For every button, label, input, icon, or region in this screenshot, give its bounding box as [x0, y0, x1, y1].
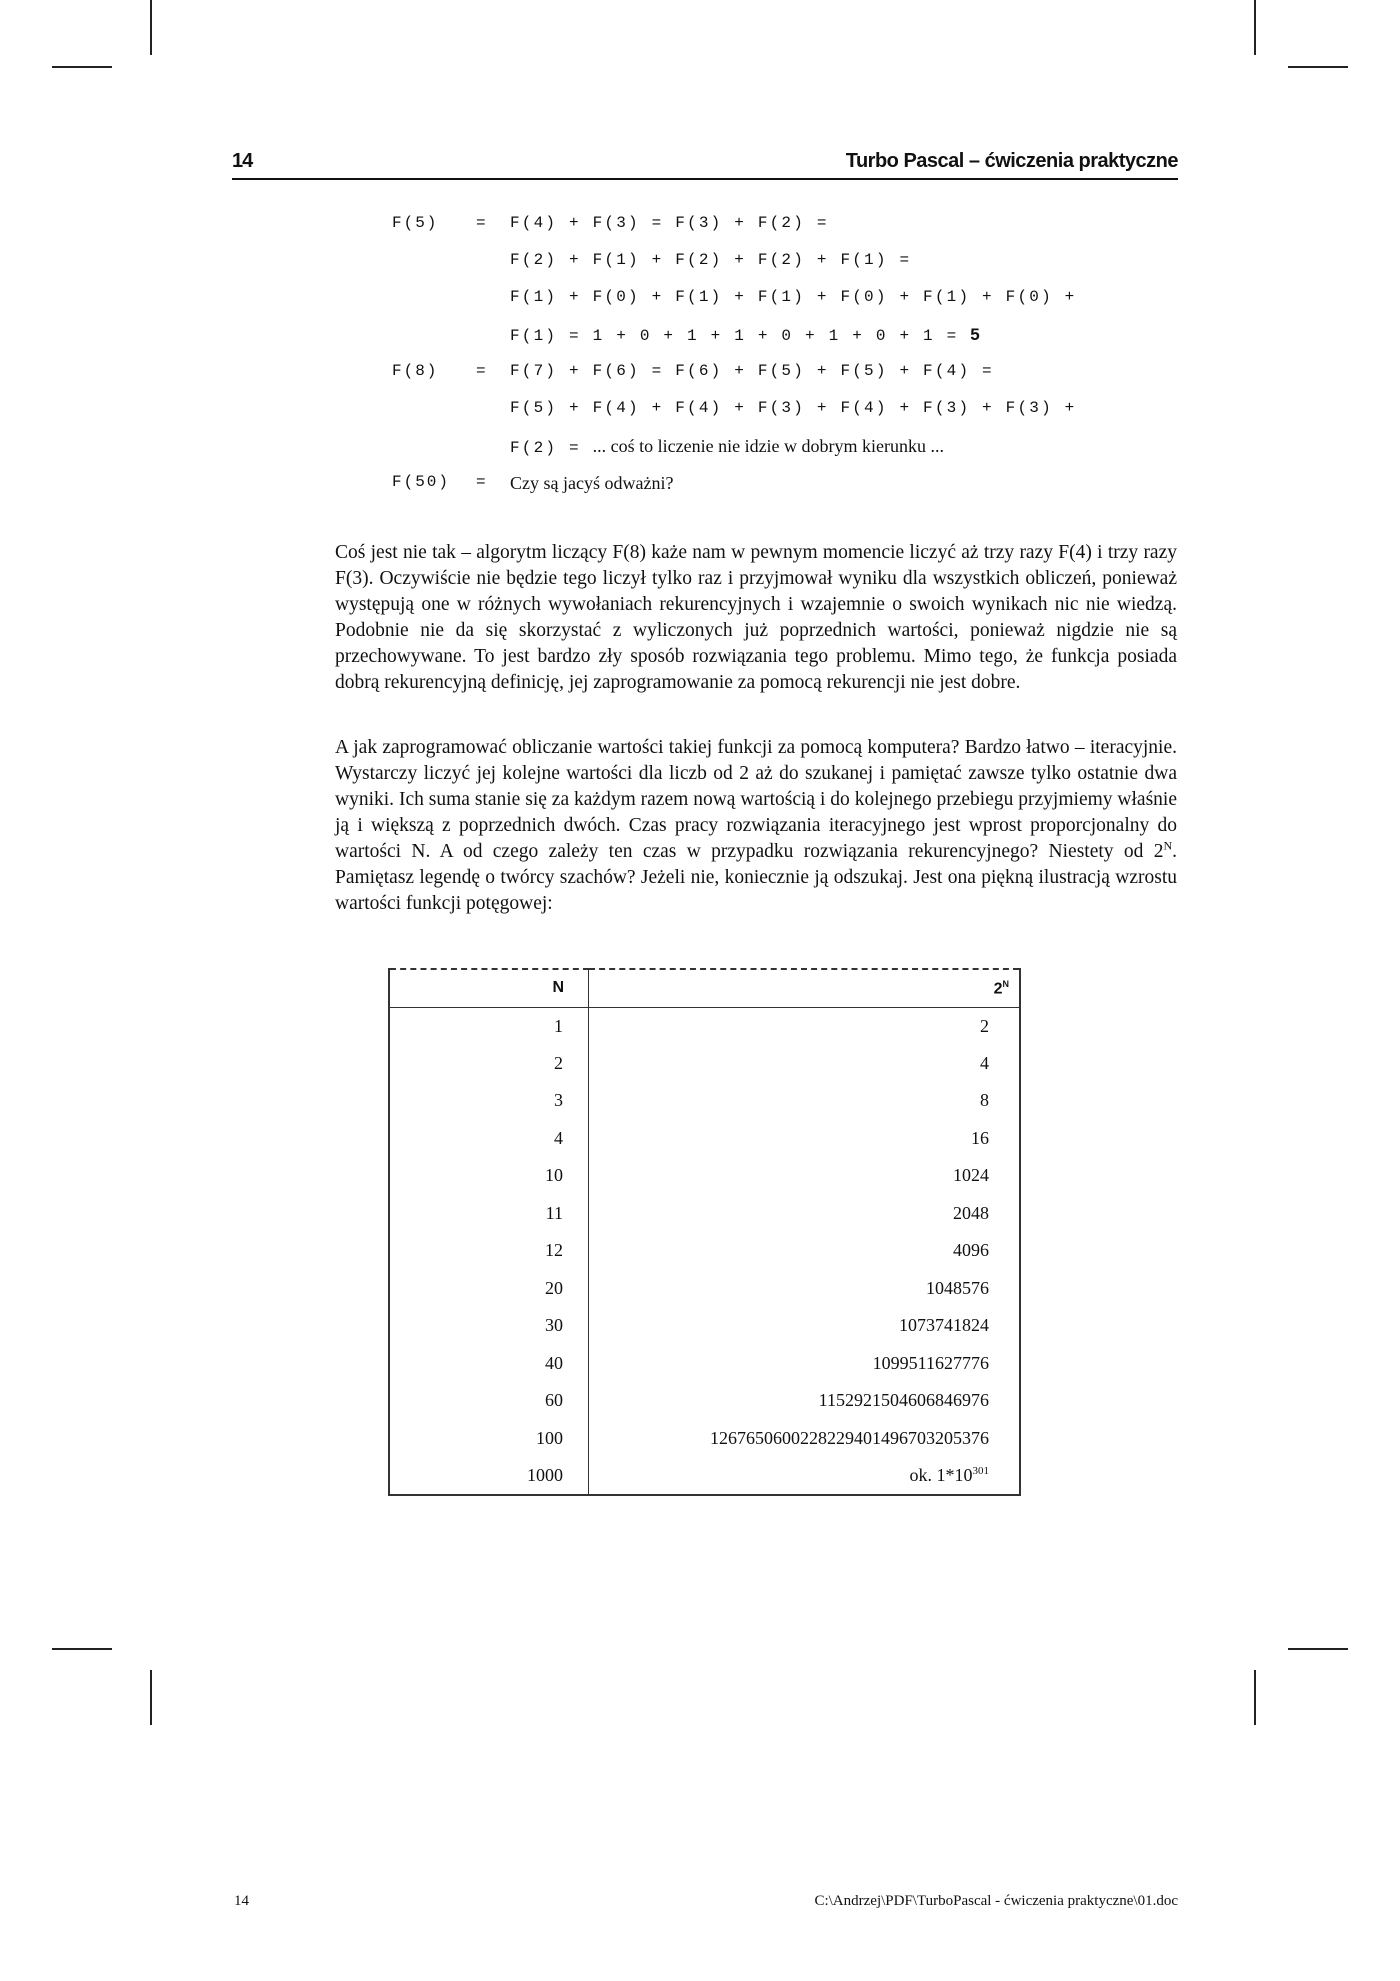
cell-n: 12: [389, 1232, 589, 1270]
cell-value-text: 1073741824: [899, 1315, 989, 1336]
equation-lhs: F(8): [392, 362, 439, 380]
cell-value: [589, 1082, 1021, 1120]
cell-value: [589, 1157, 1021, 1195]
table-row: [389, 1082, 1020, 1120]
column-header-power: [589, 969, 1021, 1007]
cell-n: 11: [389, 1195, 589, 1233]
equation-comment: Czy są jacyś odważni?: [510, 473, 674, 493]
superscript: N: [1163, 838, 1173, 853]
cell-value: [589, 1232, 1021, 1270]
footer-file-path: C:\Andrzej\PDF\TurboPascal - ćwiczenia praktyczne\01.doc: [814, 1893, 1178, 1909]
cell-n: 100: [389, 1420, 589, 1458]
crop-mark: [150, 0, 152, 55]
cell-value-text: 1152921504606846976: [818, 1390, 989, 1411]
column-header-n: N: [389, 969, 589, 1007]
equation-line: [392, 436, 1192, 473]
cell-n: 3: [389, 1082, 589, 1120]
cell-value: [589, 1195, 1021, 1233]
cell-value-text: 2048: [953, 1202, 989, 1223]
page-header: [232, 150, 1178, 180]
fibonacci-equations: [392, 214, 1192, 510]
paragraph-2: [335, 735, 1177, 917]
equation-expression: F(2) =: [510, 439, 593, 457]
equation-expression: F(5) + F(4) + F(4) + F(3) + F(4) + F(3) + F(3) +: [510, 399, 1077, 417]
equation-line: [392, 251, 1192, 288]
cell-value: [589, 1345, 1021, 1383]
column-header-base: 2: [993, 979, 1003, 997]
cell-n: 40: [389, 1345, 589, 1383]
crop-mark: [1288, 1648, 1348, 1650]
cell-n: 2: [389, 1045, 589, 1083]
equation-expression: F(7) + F(6) = F(6) + F(5) + F(5) + F(4) =: [510, 362, 994, 380]
cell-value-text: 16: [971, 1127, 989, 1148]
cell-n: 60: [389, 1382, 589, 1420]
cell-n: 4: [389, 1120, 589, 1158]
table-row: [389, 1120, 1020, 1158]
equation-expression: F(1) = 1 + 0 + 1 + 1 + 0 + 1 + 0 + 1 =: [510, 327, 971, 345]
cell-value-text: 4096: [953, 1240, 989, 1261]
column-header-exponent: N: [1002, 978, 1009, 989]
equation-line: [392, 473, 1192, 510]
table-row: [389, 1232, 1020, 1270]
equation-lhs: F(5): [392, 214, 439, 232]
table-row: [389, 1420, 1020, 1458]
equation-line: [392, 288, 1192, 325]
table-row: [389, 1382, 1020, 1420]
equation-rhs: [510, 362, 994, 380]
cell-value-text: 4: [980, 1052, 989, 1073]
equation-lhs: F(50): [392, 473, 451, 491]
cell-value-text: 1099511627776: [872, 1352, 989, 1373]
equation-expression: F(2) + F(1) + F(2) + F(2) + F(1) =: [510, 251, 912, 269]
equation-rhs: [510, 436, 944, 457]
table-header-row: [389, 969, 1020, 1007]
crop-mark: [52, 66, 112, 68]
cell-value: [589, 1307, 1021, 1345]
crop-mark: [1288, 66, 1348, 68]
crop-mark: [150, 1670, 152, 1725]
cell-value-text: 2: [980, 1015, 989, 1036]
equation-rhs: [510, 251, 911, 269]
equation-expression: F(1) + F(0) + F(1) + F(1) + F(0) + F(1) + F(0) +: [510, 288, 1077, 306]
crop-mark: [52, 1648, 112, 1650]
equation-rhs: [510, 214, 829, 232]
cell-value-text: 8: [980, 1090, 989, 1111]
cell-n: 30: [389, 1307, 589, 1345]
table-row: [389, 1045, 1020, 1083]
equation-operator: =: [476, 473, 486, 491]
equation-rhs: [510, 288, 1076, 306]
table-row: [389, 1270, 1020, 1308]
table-row: [389, 1195, 1020, 1233]
equation-operator: =: [476, 362, 486, 380]
cell-value-exponent: 301: [972, 1464, 989, 1477]
cell-value: [589, 1420, 1021, 1458]
header-page-number: 14: [232, 150, 253, 172]
cell-value-text: 1048576: [926, 1277, 989, 1298]
cell-n: 20: [389, 1270, 589, 1308]
equation-result: 5: [970, 325, 980, 344]
cell-n: 10: [389, 1157, 589, 1195]
cell-value: [589, 1382, 1021, 1420]
paragraph-2-text: A jak zaprogramować obliczanie wartości takiej funkcji za pomocą komputera? Bardzo łatwo – iteracyjnie. Wystarczy liczyć jej kolejne wartości dla liczb od 2 aż do szukanej i pamiętać zawsze tylko ostatnie dwa wyniki. Ich suma stanie się za każdym razem nową wartością i do kolejnego przebiegu przyjmiemy właśnie ją i większą z poprzednich dwóch. Czas pracy rozwiązania iteracyjnego jest wprost proporcjonalny do wartości N. A od czego zależy ten czas w przypadku rozwiązania rekurencyjnego? Niestety od 2: [335, 737, 1177, 862]
cell-value: [589, 1270, 1021, 1308]
equation-operator: =: [476, 214, 486, 232]
equation-expression: F(4) + F(3) = F(3) + F(2) =: [510, 214, 829, 232]
crop-mark: [1254, 1670, 1256, 1725]
equation-line: [392, 399, 1192, 436]
footer-page-number: 14: [234, 1893, 249, 1909]
cell-value: [589, 1457, 1021, 1495]
crop-mark: [1254, 0, 1256, 55]
header-title: Turbo Pascal – ćwiczenia praktyczne: [845, 150, 1178, 172]
equation-rhs: [510, 325, 980, 345]
equation-line: [392, 214, 1192, 251]
paragraph-2-text-cont: . Pamiętasz legendę o twórcy szachów? Jeżeli nie, koniecznie ją odszukaj. Jest ona piękną ilustracją wzrostu wartości funkcji potęgowej:: [335, 841, 1177, 914]
equation-line: [392, 325, 1192, 362]
equation-rhs: [510, 399, 1076, 417]
equation-line: [392, 362, 1192, 399]
powers-of-two-table: [388, 968, 1021, 1496]
equation-comment: ... coś to liczenie nie idzie w dobrym kierunku ...: [592, 436, 945, 456]
cell-value: [589, 1120, 1021, 1158]
equation-rhs: [510, 473, 673, 494]
cell-value-text: 1024: [953, 1165, 989, 1186]
table-row: [389, 1345, 1020, 1383]
cell-value-text: ok. 1*10: [909, 1464, 973, 1485]
cell-value: [589, 1045, 1021, 1083]
table-row: [389, 1457, 1020, 1495]
cell-n: 1: [389, 1007, 589, 1045]
cell-value-text: 1267650600228229401496703205376: [710, 1427, 989, 1448]
cell-n: 1000: [389, 1457, 589, 1495]
paragraph-1: Coś jest nie tak – algorytm liczący F(8) każe nam w pewnym momencie liczyć aż trzy razy F(4) i trzy razy F(3). Oczywiście nie będzie tego liczył tylko raz i przyjmował wyniku dla wszystkich obliczeń, ponieważ występują one w różnych wywołaniach rekurencyjnych i wzajemnie o swoich wynikach nic nie wiedzą. Podobnie nie da się skorzystać z wyliczonych już poprzednich wartości, ponieważ nigdzie nie są przechowywane. To jest bardzo zły sposób rozwiązania tego problemu. Mimo tego, że funkcja posiada dobrą rekurencyjną definicję, jej zaprogramowanie za pomocą rekurencji nie jest dobre.: [335, 542, 1177, 693]
table-row: [389, 1157, 1020, 1195]
cell-value: [589, 1007, 1021, 1045]
table-row: [389, 1307, 1020, 1345]
table-row: [389, 1007, 1020, 1045]
